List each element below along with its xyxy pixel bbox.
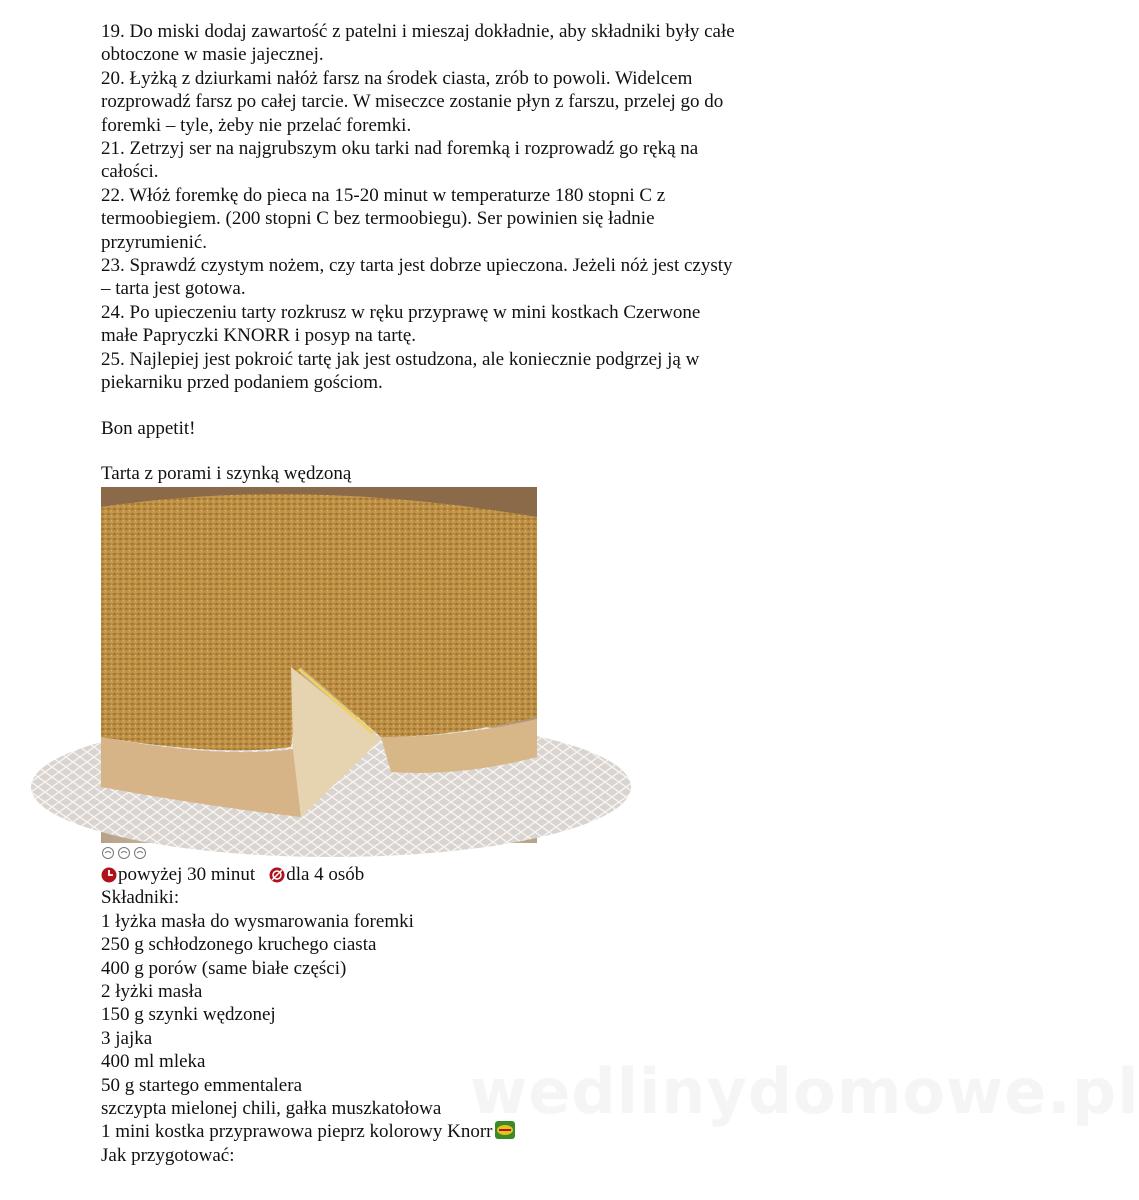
ingredient-item: 400 g porów (same białe części)	[101, 957, 347, 979]
document-page	[101, 20, 741, 1167]
ingredient-item: 150 g szynki wędzonej	[101, 1004, 276, 1026]
tart-photo	[101, 487, 537, 843]
chef-hat-icon	[117, 847, 131, 859]
ingredient-item: 3 jajka	[101, 1027, 153, 1049]
chef-hat-icon	[101, 847, 115, 859]
ingredient-item: 50 g startego emmentalera	[101, 1074, 303, 1096]
step-19: 19. Do miski dodaj zawartość z patelni i mieszaj dokładnie, aby składniki były całe obtoczone w masie jajecznej.	[101, 21, 735, 66]
step-25: 25. Najlepiej jest pokroić tartę jak jest ostudzona, ale koniecznie podgrzej ją w piekarniku przed podaniem gościom.	[101, 348, 700, 394]
ingredient-item: 400 ml mleka	[101, 1051, 206, 1073]
tart-photo-image	[101, 487, 537, 843]
step-20: 20. Łyżką z dziurkami nałóż farsz na środek ciasta, zrób to powoli. Widelcem rozprowadź farsz po całej tarcie. W miseczce zostanie płyn z farszu, przelej go do foremki – tyle, żeby nie przelać foremki.	[101, 67, 724, 136]
servings-icon	[269, 867, 285, 883]
prep-time: powyżej 30 minut	[118, 864, 256, 886]
ingredients-heading: Składniki:	[101, 887, 180, 909]
step-22: 22. Włóż foremkę do pieca na 15-20 minut w temperaturze 180 stopni C z termoobiegiem. (200 stopni C bez termoobiegu). Ser powinien się ładnie przyrumienić.	[101, 184, 666, 253]
ingredient-item: 2 łyżki masła	[101, 980, 203, 1002]
chef-hat-icon	[133, 847, 147, 859]
ingredient-item: 1 łyżka masła do wysmarowania foremki	[101, 910, 414, 932]
recipe-meta	[101, 863, 741, 886]
ingredient-text: 1 mini kostka przyprawowa pieprz kolorowy Knorr	[101, 1121, 493, 1143]
ingredient-item: szczypta mielonej chili, gałka muszkatołowa	[101, 1097, 442, 1119]
recipe-title: Tarta z porami i szynką wędzoną	[101, 462, 352, 484]
ingredient-item: 250 g schłodzonego kruchego ciasta	[101, 934, 377, 956]
step-24: 24. Po upieczeniu tarty rozkrusz w ręku przyprawę w mini kostkach Czerwone małe Papryczki KNORR i posyp na tartę.	[101, 301, 701, 347]
clock-icon	[101, 867, 117, 883]
servings: dla 4 osób	[286, 864, 365, 886]
method-heading: Jak przygotować:	[101, 1144, 235, 1166]
watermark: wedlinydomowe.pl	[470, 1055, 1139, 1128]
closing-text: Bon appetit!	[101, 417, 196, 439]
step-21: 21. Zetrzyj ser na najgrubszym oku tarki nad foremką i rozprowadź go ręką na całości.	[101, 138, 699, 183]
step-23: 23. Sprawdź czystym nożem, czy tarta jest dobrze upieczona. Jeżeli nóż jest czysty – tarta jest gotowa.	[101, 255, 733, 300]
